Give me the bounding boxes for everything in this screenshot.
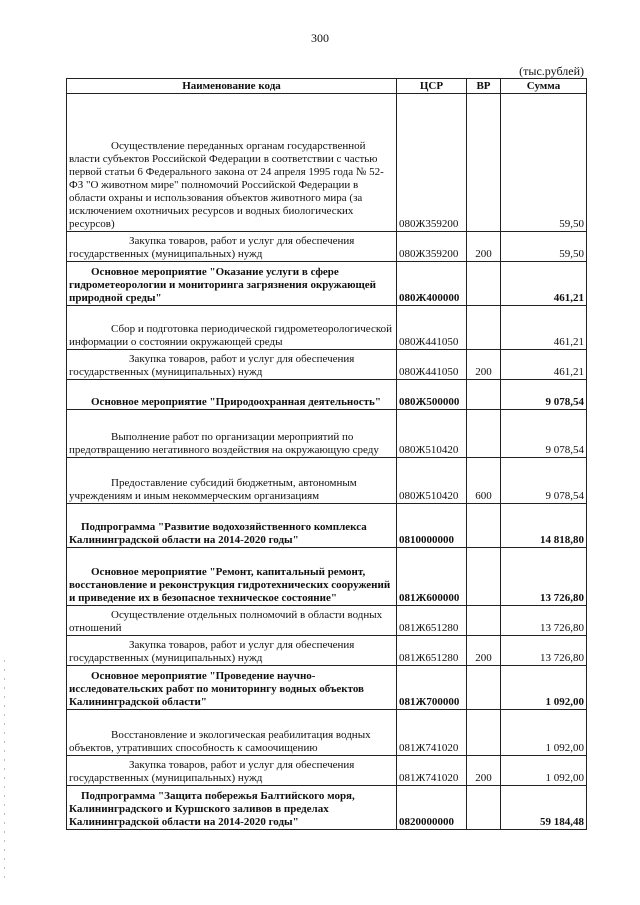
row-vr	[467, 306, 501, 350]
table-row	[67, 504, 587, 548]
row-csr: 0820000000	[397, 786, 467, 830]
row-name: Осуществление отдельных полномочий в области водных отношений	[69, 609, 383, 634]
header-name: Наименование кода	[67, 79, 397, 94]
header-csr: ЦСР	[397, 79, 467, 94]
table-row	[67, 94, 587, 232]
table-row	[67, 306, 587, 350]
row-csr: 080Ж359200	[397, 232, 467, 262]
row-sum: 13 726,80	[501, 548, 587, 606]
row-name: Основное мероприятие "Ремонт, капитальный ремонт, восстановление и реконструкция гидротехнических сооружений и приведение их в безопасное техническое состояние"	[69, 566, 391, 604]
row-name: Подпрограмма "Развитие водохозяйственного комплекса Калининградской области на 2014-2020 годы"	[69, 521, 367, 546]
table-row	[67, 710, 587, 756]
row-sum: 461,21	[501, 262, 587, 306]
row-sum: 461,21	[501, 350, 587, 380]
row-csr: 081Ж651280	[397, 636, 467, 666]
row-sum: 9 078,54	[501, 410, 587, 458]
row-name: Основное мероприятие "Проведение научно-исследовательских работ по мониторингу водных объектов Калининградской области"	[69, 670, 365, 708]
row-vr: 200	[467, 636, 501, 666]
row-vr	[467, 548, 501, 606]
row-vr: 200	[467, 232, 501, 262]
row-vr	[467, 710, 501, 756]
row-name: Закупка товаров, работ и услуг для обеспечения государственных (муниципальных) нужд	[69, 639, 355, 664]
row-csr: 081Ж600000	[397, 548, 467, 606]
row-sum: 461,21	[501, 306, 587, 350]
row-csr: 080Ж441050	[397, 306, 467, 350]
row-sum: 1 092,00	[501, 666, 587, 710]
row-name: Осуществление переданных органам государственной власти субъектов Российской Федерации в соответствии с частью первой статьи 6 Федерального закона от 24 апреля 1995 года № 52-ФЗ "О животном мире" полномочий Российской Федерации в области охраны и использования объектов животного мира (за исключением охотничьих ресурсов и водных биологических ресурсов)	[69, 140, 384, 230]
table-row	[67, 232, 587, 262]
scan-margin-marks	[4, 660, 5, 880]
row-sum: 14 818,80	[501, 504, 587, 548]
row-csr: 080Ж400000	[397, 262, 467, 306]
table-header-row	[67, 79, 587, 94]
row-name: Закупка товаров, работ и услуг для обеспечения государственных (муниципальных) нужд	[69, 353, 355, 378]
row-sum: 13 726,80	[501, 606, 587, 636]
row-csr: 080Ж441050	[397, 350, 467, 380]
row-csr: 080Ж359200	[397, 94, 467, 232]
row-csr: 081Ж651280	[397, 606, 467, 636]
row-vr	[467, 666, 501, 710]
header-sum: Сумма	[501, 79, 587, 94]
row-csr: 081Ж741020	[397, 710, 467, 756]
row-name: Закупка товаров, работ и услуг для обеспечения государственных (муниципальных) нужд	[69, 235, 355, 260]
row-vr	[467, 380, 501, 410]
row-csr: 0810000000	[397, 504, 467, 548]
table-row	[67, 786, 587, 830]
table-row	[67, 262, 587, 306]
row-name: Выполнение работ по организации мероприятий по предотвращению негативного воздействия на окружающую среду	[69, 431, 379, 456]
row-name: Восстановление и экологическая реабилитация водных объектов, утративших способность к самоочищению	[69, 729, 371, 754]
units-label: (тыс.рублей)	[519, 64, 584, 78]
table-row	[67, 756, 587, 786]
table-row	[67, 606, 587, 636]
table-row	[67, 380, 587, 410]
row-name: Основное мероприятие "Оказание услуги в сфере гидрометеорологии и мониторинга загрязнения окружающей природной среды"	[69, 266, 376, 304]
row-sum: 59 184,48	[501, 786, 587, 830]
row-sum: 9 078,54	[501, 380, 587, 410]
row-vr	[467, 786, 501, 830]
table-row	[67, 548, 587, 606]
row-sum: 13 726,80	[501, 636, 587, 666]
row-name: Подпрограмма "Защита побережья Балтийского моря, Калининградского и Куршского заливов в пределах Калининградской области на 2014-2020 годы"	[69, 790, 355, 828]
row-vr	[467, 94, 501, 232]
row-vr	[467, 410, 501, 458]
row-vr: 200	[467, 350, 501, 380]
row-vr	[467, 262, 501, 306]
row-vr: 200	[467, 756, 501, 786]
row-sum: 1 092,00	[501, 756, 587, 786]
row-vr: 600	[467, 458, 501, 504]
row-sum: 9 078,54	[501, 458, 587, 504]
row-name: Сбор и подготовка периодической гидрометеорологической информации о состоянии окружающей среды	[69, 323, 392, 348]
row-sum: 59,50	[501, 94, 587, 232]
page-number: 300	[311, 31, 329, 45]
row-sum: 59,50	[501, 232, 587, 262]
row-csr: 080Ж510420	[397, 410, 467, 458]
row-csr: 081Ж700000	[397, 666, 467, 710]
budget-table	[66, 78, 587, 830]
table-row	[67, 636, 587, 666]
row-vr	[467, 504, 501, 548]
header-vr: ВР	[467, 79, 501, 94]
row-csr: 080Ж510420	[397, 458, 467, 504]
table-row	[67, 458, 587, 504]
row-name: Основное мероприятие "Природоохранная деятельность"	[91, 396, 381, 408]
row-sum: 1 092,00	[501, 710, 587, 756]
row-name: Закупка товаров, работ и услуг для обеспечения государственных (муниципальных) нужд	[69, 759, 355, 784]
table-row	[67, 410, 587, 458]
row-csr: 081Ж741020	[397, 756, 467, 786]
table-row	[67, 666, 587, 710]
row-name: Предоставление субсидий бюджетным, автономным учреждениям и иным некоммерческим организациям	[69, 477, 357, 502]
table-row	[67, 350, 587, 380]
row-csr: 080Ж500000	[397, 380, 467, 410]
row-vr	[467, 606, 501, 636]
